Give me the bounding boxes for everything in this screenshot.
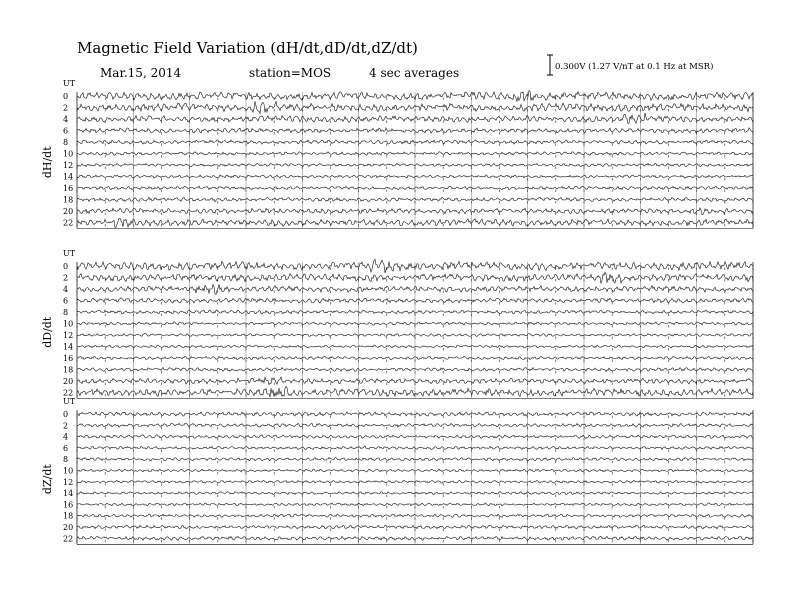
row-label: 22	[63, 534, 74, 544]
row-label: 22	[63, 388, 74, 398]
row-label: 0	[63, 410, 69, 419]
row-label: 12	[63, 477, 74, 487]
row-label: 2	[63, 273, 69, 283]
row-label: 14	[63, 342, 74, 352]
row-label: 4	[63, 285, 69, 294]
row-label: 18	[63, 195, 74, 205]
row-label: 22	[63, 218, 74, 228]
row-label: 0	[63, 92, 69, 101]
row-label: 20	[63, 207, 74, 216]
y-axis-label: dD/dt	[41, 316, 54, 348]
row-label: 6	[63, 126, 69, 136]
ut-axis-label: UT	[63, 79, 76, 88]
row-label: 2	[63, 421, 69, 431]
row-label: 4	[63, 115, 69, 124]
row-label: 0	[63, 262, 69, 271]
row-label: 16	[63, 184, 74, 193]
row-label: 6	[63, 296, 69, 306]
panel-dH-dt	[41, 79, 753, 229]
ut-axis-label: UT	[63, 249, 76, 258]
row-label: 20	[63, 523, 74, 532]
row-label: 8	[63, 455, 69, 465]
row-label: 4	[63, 432, 69, 442]
row-label: 18	[63, 511, 74, 521]
y-axis-label: dZ/dt	[41, 464, 54, 495]
row-label: 8	[63, 308, 69, 317]
row-label: 10	[63, 466, 74, 476]
panel-dD-dt	[41, 249, 753, 399]
row-label: 16	[63, 354, 74, 363]
row-label: 2	[63, 103, 69, 113]
row-label: 16	[63, 500, 74, 510]
row-label: 12	[63, 161, 74, 170]
chart-title: Magnetic Field Variation (dH/dt,dD/dt,dZ/dt)	[77, 39, 418, 57]
scale-bar	[547, 55, 553, 75]
row-label: 18	[63, 365, 74, 375]
chart-averaging: 4 sec averages	[369, 66, 460, 80]
row-label: 12	[63, 331, 74, 340]
row-label: 20	[63, 377, 74, 386]
y-axis-label: dH/dt	[41, 146, 54, 179]
row-label: 6	[63, 443, 69, 453]
row-label: 14	[63, 489, 74, 499]
chart-date: Mar.15, 2014	[100, 66, 182, 80]
panels-container	[41, 79, 753, 544]
ut-axis-label: UT	[63, 397, 76, 406]
chart-station: station=MOS	[249, 66, 332, 80]
scale-label: 0.300V (1.27 V/nT at 0.1 Hz at MSR)	[555, 62, 714, 72]
row-label: 8	[63, 138, 69, 147]
panel-dZ-dt	[41, 397, 753, 544]
row-label: 14	[63, 172, 74, 182]
row-label: 10	[63, 319, 74, 329]
row-label: 10	[63, 149, 74, 159]
